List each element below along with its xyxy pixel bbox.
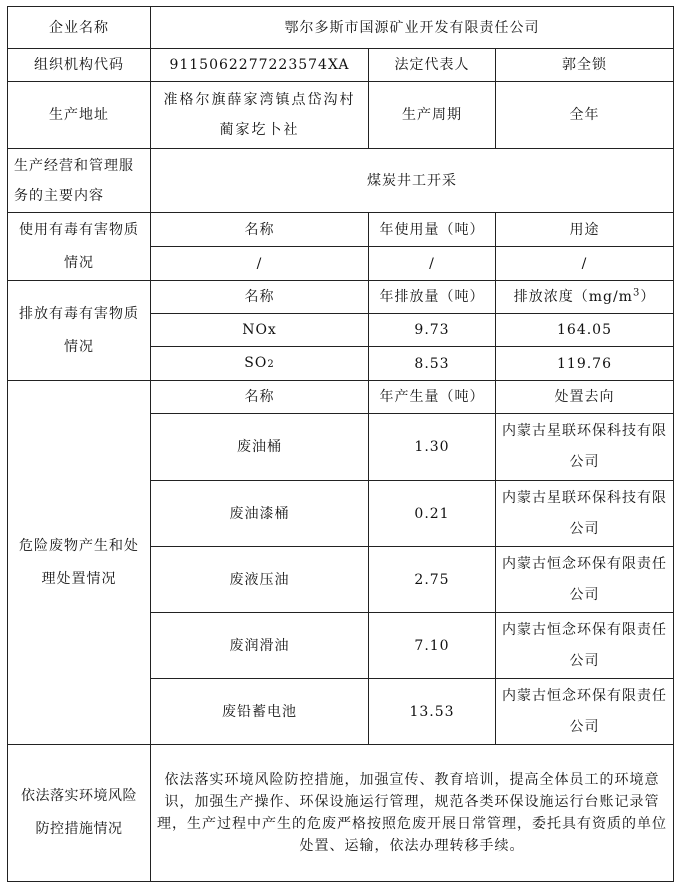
risk-control-label: 依法落实环境风险防控措施情况	[8, 745, 151, 882]
address-row	[8, 82, 674, 149]
business-value: 煤炭井工开采	[151, 149, 674, 213]
legal-rep-value: 郭全锁	[496, 49, 674, 82]
period-value: 全年	[496, 82, 674, 149]
waste-destination: 内蒙古恒念环保有限责任公司	[496, 613, 674, 679]
waste-header-row	[8, 381, 674, 414]
toxic-use-amount: /	[369, 247, 496, 281]
waste-amount: 7.10	[369, 613, 496, 679]
business-label: 生产经营和管理服务的主要内容	[8, 149, 151, 213]
concentration-unit-sup: 3	[632, 287, 641, 299]
waste-header-name: 名称	[151, 381, 369, 414]
emission-label: 排放有毒有害物质情况	[8, 281, 151, 381]
so2-main: SO	[244, 354, 268, 371]
waste-name: 废铅蓄电池	[151, 679, 369, 745]
waste-name: 废油桶	[151, 414, 369, 481]
waste-label: 危险废物产生和处理处置情况	[8, 381, 151, 745]
toxic-use-purpose: /	[496, 247, 674, 281]
waste-destination: 内蒙古星联环保科技有限公司	[496, 481, 674, 547]
emission-header-concentration	[496, 281, 674, 314]
waste-amount: 13.53	[369, 679, 496, 745]
toxic-use-header-amount: 年使用量（吨）	[369, 213, 496, 247]
org-code-row	[8, 49, 674, 82]
period-label: 生产周期	[369, 82, 496, 149]
emission-amount: 9.73	[369, 314, 496, 347]
emission-header-name: 名称	[151, 281, 369, 314]
waste-destination: 内蒙古恒念环保有限责任公司	[496, 547, 674, 613]
waste-amount: 1.30	[369, 414, 496, 481]
toxic-use-label: 使用有毒有害物质情况	[8, 213, 151, 281]
waste-header-amount: 年产生量（吨）	[369, 381, 496, 414]
waste-name: 废润滑油	[151, 613, 369, 679]
toxic-use-header-name: 名称	[151, 213, 369, 247]
company-label: 企业名称	[8, 7, 151, 49]
company-name: 鄂尔多斯市国源矿业开发有限责任公司	[151, 7, 674, 49]
address-value: 准格尔旗薛家湾镇点岱沟村蔺家圪卜社	[151, 82, 369, 149]
business-row	[8, 149, 674, 213]
toxic-use-name: /	[151, 247, 369, 281]
enterprise-info-table	[7, 6, 674, 882]
legal-rep-label: 法定代表人	[369, 49, 496, 82]
risk-control-text: 依法落实环境风险防控措施，加强宣传、教育培训，提高全体员工的环境意识，加强生产操作、环保设施运行管理，规范各类环保设施运行台账记录管理，生产过程中产生的危废严格按照危废开展日常管理，委托具有资质的单位处置、运输，依法办理转移手续。	[151, 745, 674, 882]
waste-amount: 2.75	[369, 547, 496, 613]
so2-sub: 2	[267, 358, 275, 370]
emission-concentration: 119.76	[496, 347, 674, 381]
emission-name	[151, 347, 369, 381]
toxic-use-header-purpose: 用途	[496, 213, 674, 247]
emission-amount: 8.53	[369, 347, 496, 381]
risk-control-row	[8, 745, 674, 882]
toxic-use-header-row	[8, 213, 674, 247]
company-row	[8, 7, 674, 49]
emission-header-row	[8, 281, 674, 314]
waste-header-destination: 处置去向	[496, 381, 674, 414]
waste-name: 废液压油	[151, 547, 369, 613]
waste-destination: 内蒙古星联环保科技有限公司	[496, 414, 674, 481]
address-label: 生产地址	[8, 82, 151, 149]
emission-header-amount: 年排放量（吨）	[369, 281, 496, 314]
waste-destination: 内蒙古恒念环保有限责任公司	[496, 679, 674, 745]
waste-amount: 0.21	[369, 481, 496, 547]
org-code-value: 9115062277223574XA	[151, 49, 369, 82]
emission-concentration: 164.05	[496, 314, 674, 347]
waste-name: 废油漆桶	[151, 481, 369, 547]
concentration-unit-close: ）	[640, 289, 656, 305]
org-code-label: 组织机构代码	[8, 49, 151, 82]
emission-name: NOx	[151, 314, 369, 347]
concentration-unit-text: 排放浓度（mg/m	[513, 289, 633, 305]
